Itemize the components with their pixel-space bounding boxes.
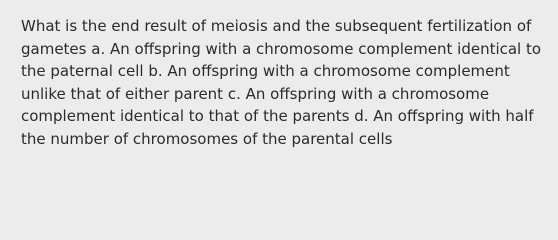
question-text: What is the end result of meiosis and the subsequent fertilization of gametes a. An offspring with a chromosome complement identical to the paternal cell b. An offspring with a chromosome complement unlike that of either parent c. An offspring with a chromosome complement identical to that of the parents d. An offspring with half the number of chromosomes of the parental cells	[21, 17, 542, 148]
